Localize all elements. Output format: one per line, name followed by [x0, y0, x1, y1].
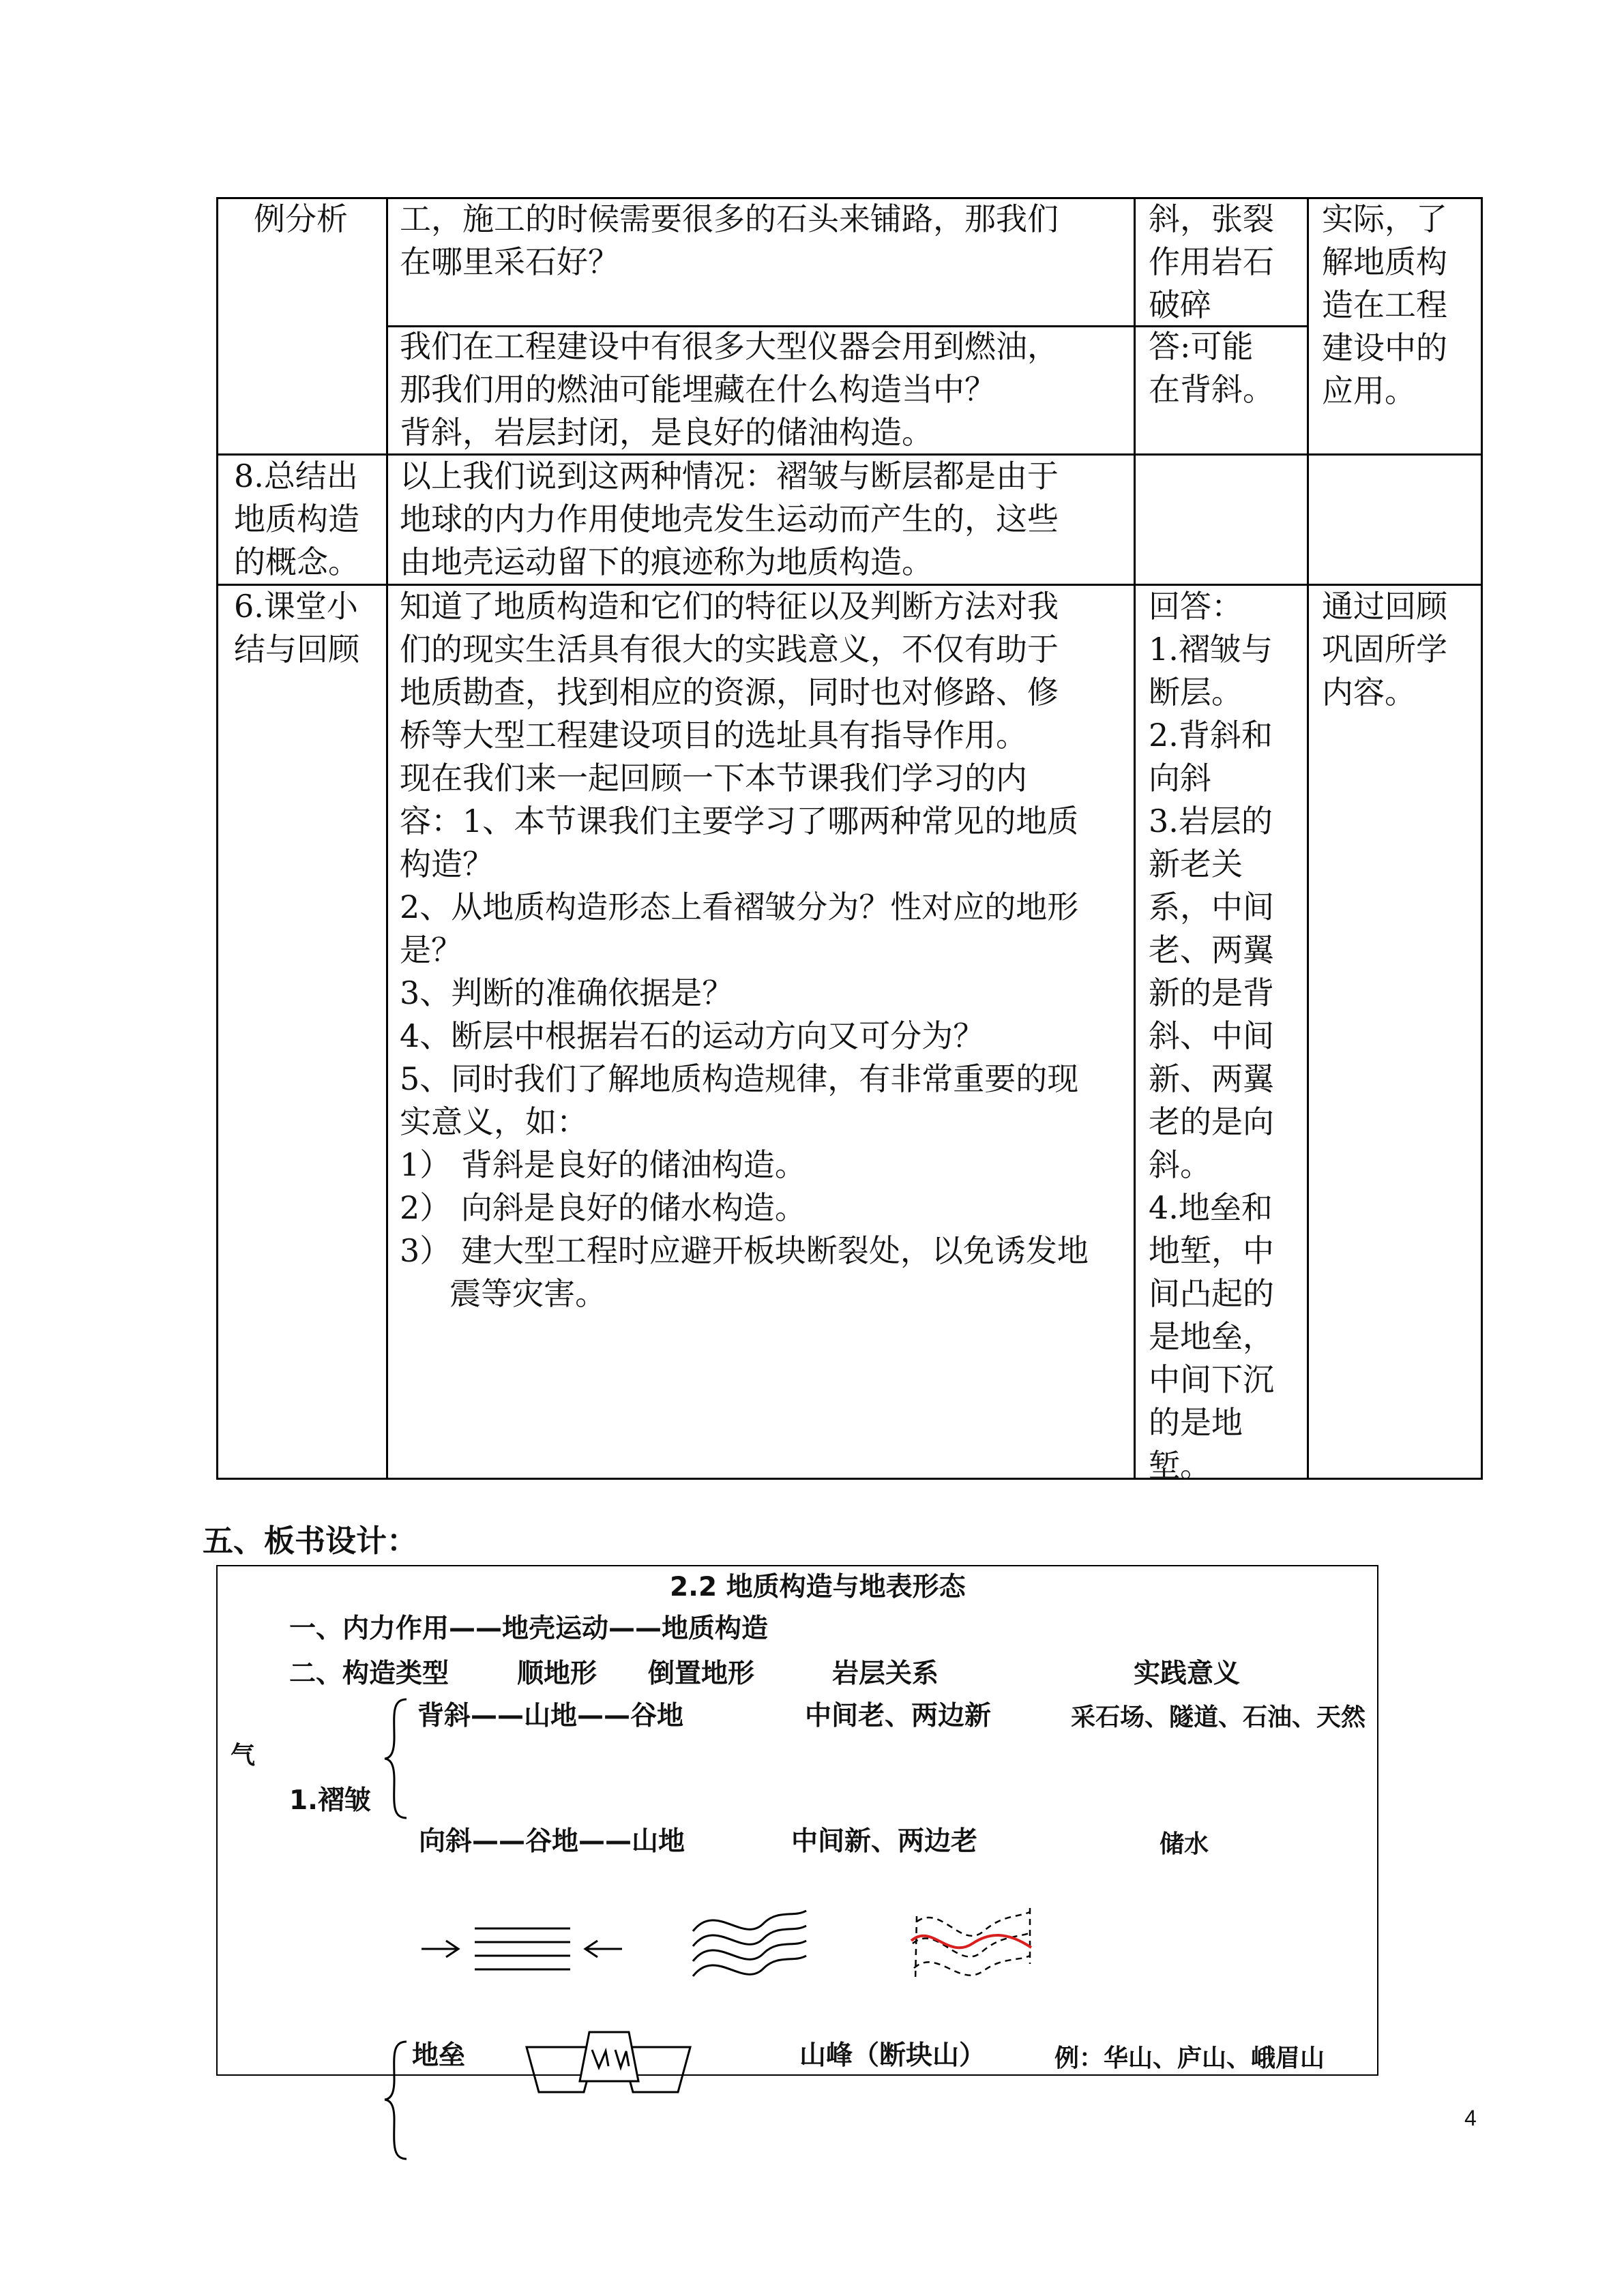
text-line: 现在我们来一起回顾一下本节课我们学习的内 — [400, 760, 1027, 796]
syncline-relation: 中间新、两边老 — [791, 1826, 978, 1857]
row1-col1 — [254, 198, 348, 241]
text-line: 背斜，岩层封闭，是良好的储油构造。 — [400, 414, 933, 451]
text-line: 我们在工程建设中有很多大型仪器会用到燃油， — [400, 328, 1059, 365]
text-line: 们的现实生活具有很大的实践意义，不仅有助于 — [400, 631, 1059, 668]
text-line: 造在工程 — [1322, 286, 1447, 323]
text-line: 4、断层中根据岩石的运动方向又可分为？ — [400, 1017, 985, 1054]
text-line: 3、判断的准确依据是？ — [400, 974, 734, 1011]
text-line: 断层。 — [1149, 674, 1243, 711]
anticline-relation: 中间老、两边新 — [805, 1701, 992, 1731]
text-line: 巩固所学 — [1322, 631, 1447, 668]
text-line: 在哪里采石好？ — [400, 243, 619, 280]
compression-layers-icon — [416, 1918, 628, 1979]
text-line: 破碎 — [1149, 286, 1211, 323]
text-line: 容：1、本节课我们主要学习了哪两种常见的地质 — [400, 803, 1079, 839]
row2-col2 — [400, 455, 1059, 584]
row1-col2-top — [400, 198, 1059, 284]
horst-landform: 山峰（断块山） — [799, 2040, 986, 2071]
text-line: 向斜 — [1149, 760, 1211, 796]
text-line: 作用岩石 — [1149, 243, 1274, 280]
text-line: 新的是背 — [1149, 974, 1274, 1011]
folded-layers-icon — [689, 1904, 812, 1986]
row2-col1 — [234, 455, 359, 584]
text-line: 斜、中间 — [1149, 1017, 1274, 1054]
text-line: 2） 向斜是良好的储水构造。 — [400, 1189, 806, 1226]
text-line: 地堑，中 — [1149, 1232, 1274, 1269]
syncline-use: 储水 — [1160, 1830, 1209, 1858]
text-line: 那我们用的燃油可能埋藏在什么构造当中？ — [400, 371, 996, 408]
row1-col2-bottom — [400, 325, 1059, 454]
text-line: 4.地垒和 — [1149, 1189, 1273, 1226]
text-line: 3.岩层的 — [1149, 803, 1273, 839]
text-line: 地球的内力作用使地壳发生运动而产生的，这些 — [400, 501, 1059, 537]
board-title: 2.2 地质构造与地表形态 — [670, 1572, 966, 1602]
text-line: 2.背斜和 — [1149, 717, 1273, 754]
text-line: 建设中的 — [1322, 329, 1447, 366]
text-line: 震等灾害。 — [400, 1275, 607, 1312]
text-line: 例分析 — [254, 200, 348, 237]
text-line: 堑。 — [1149, 1447, 1211, 1484]
text-line: 系，中间 — [1149, 889, 1274, 925]
text-line: 2、从地质构造形态上看褶皱分为？性对应的地形 — [400, 889, 1079, 925]
eroded-fold-icon — [907, 1903, 1037, 1991]
text-line: 知道了地质构造和它们的特征以及判断方法对我 — [400, 588, 1059, 625]
text-line: 地质构造 — [234, 501, 359, 537]
page-number: 4 — [1464, 2106, 1477, 2130]
text-line: 工，施工的时候需要很多的石头来铺路，那我们 — [400, 200, 1059, 237]
row3-col3 — [1149, 585, 1274, 1487]
text-line: 回答： — [1149, 588, 1243, 625]
text-line: 新、两翼 — [1149, 1060, 1274, 1097]
header-label: 二、构造类型 — [289, 1658, 449, 1689]
anticline-use: 采石场、隧道、石油、天然 — [1071, 1703, 1366, 1731]
header-col-d: 实践意义 — [1134, 1658, 1241, 1689]
header-col-a: 顺地形 — [517, 1658, 597, 1689]
row1-col3-top — [1149, 198, 1274, 327]
fold-brace-icon — [382, 1697, 409, 1821]
horst-fault-block-icon — [521, 2012, 700, 2099]
text-line: 是地垒， — [1149, 1318, 1274, 1355]
horst-brace-icon — [382, 2039, 409, 2162]
text-line: 结与回顾 — [234, 631, 359, 668]
text-line: 间凸起的 — [1149, 1275, 1274, 1312]
text-line: 1） 背斜是良好的储油构造。 — [400, 1146, 806, 1183]
text-line: 3） 建大型工程时应避开板块断裂处，以免诱发地 — [400, 1232, 1089, 1269]
text-line: 解地质构 — [1322, 243, 1447, 280]
header-col-c: 岩层关系 — [832, 1658, 939, 1689]
text-line: 答:可能 — [1149, 328, 1254, 365]
header-col-b: 倒置地形 — [648, 1658, 755, 1689]
syncline-chain: 向斜——谷地——山地 — [419, 1826, 685, 1857]
row3-col1 — [234, 585, 359, 671]
text-line: 地质勘查，找到相应的资源，同时也对修路、修 — [400, 674, 1059, 711]
text-line: 在背斜。 — [1149, 371, 1274, 408]
section-title: 五、板书设计： — [203, 1523, 418, 1559]
text-line: 新老关 — [1149, 846, 1243, 882]
text-line: 桥等大型工程建设项目的选址具有指导作用。 — [400, 717, 1027, 754]
anticline-use-wrap: 气 — [231, 1742, 256, 1770]
text-line: 以上我们说到这两种情况：褶皱与断层都是由于 — [400, 458, 1059, 494]
text-line: 中间下沉 — [1149, 1361, 1274, 1398]
text-line: 斜，张裂 — [1149, 200, 1274, 237]
text-line: 斜。 — [1149, 1146, 1211, 1183]
text-line: 内容。 — [1322, 674, 1416, 711]
text-line: 1.褶皱与 — [1149, 631, 1273, 668]
text-line: 通过回顾 — [1322, 588, 1447, 625]
text-line: 6.课堂小 — [234, 588, 358, 625]
text-line: 老、两翼 — [1149, 931, 1274, 968]
row3-col4 — [1322, 585, 1447, 714]
row1-col3-bottom — [1149, 325, 1274, 411]
horst-label: 地垒 — [412, 2040, 466, 2071]
board-line1: 一、内力作用——地壳运动——地质构造 — [289, 1613, 769, 1644]
text-line: 老的是向 — [1149, 1103, 1274, 1140]
text-line: 是？ — [400, 931, 462, 968]
fold-label: 1.褶皱 — [289, 1785, 371, 1816]
row3-col2 — [400, 585, 1089, 1315]
text-line: 由地壳运动留下的痕迹称为地质构造。 — [400, 543, 933, 580]
anticline-chain: 背斜——山地——谷地 — [417, 1701, 684, 1731]
text-line: 的概念。 — [234, 543, 359, 580]
row1-col4 — [1322, 198, 1447, 413]
text-line: 应用。 — [1322, 372, 1416, 409]
text-line: 8.总结出 — [234, 458, 358, 494]
text-line: 实际，了 — [1322, 200, 1447, 237]
text-line: 实意义，如： — [400, 1103, 588, 1140]
text-line: 构造？ — [400, 846, 494, 882]
text-line: 的是地 — [1149, 1404, 1243, 1441]
text-line: 5、同时我们了解地质构造规律，有非常重要的现 — [400, 1060, 1079, 1097]
horst-example: 例：华山、庐山、峨眉山 — [1054, 2044, 1325, 2072]
